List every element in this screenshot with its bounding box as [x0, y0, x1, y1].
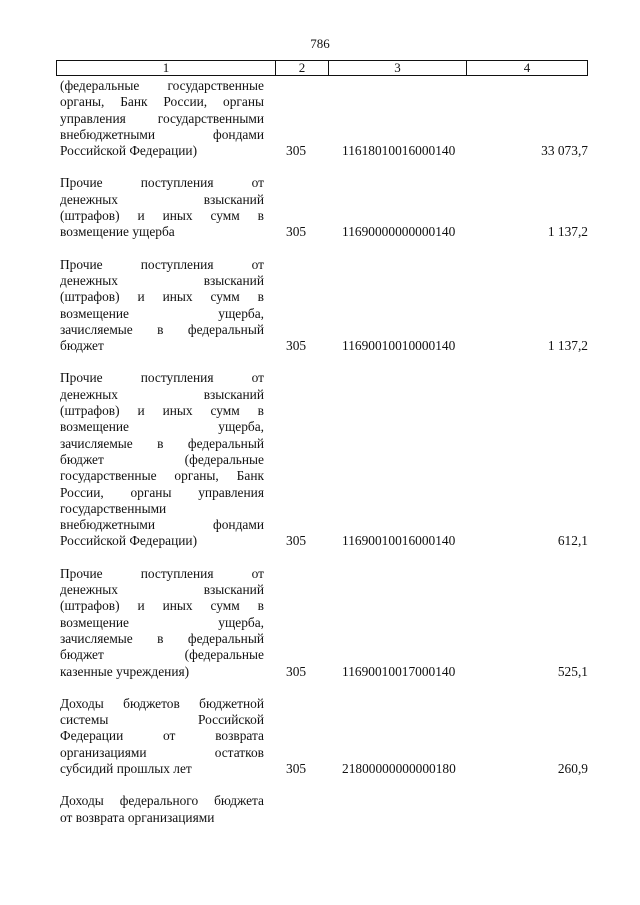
table-row [60, 175, 588, 240]
row-kbk: 11690000000000140 [342, 224, 456, 240]
row-amount: 33 073,7 [541, 143, 588, 159]
row-code: 305 [286, 760, 307, 776]
row-name-line: зачисляемые в федеральный [60, 321, 264, 337]
row-name-line: казенные учреждения) [60, 663, 190, 679]
row-name-line: системы Российской [60, 712, 264, 728]
row-name-line: организациями остатков [60, 744, 264, 760]
row-name-line: управления государственными [60, 110, 264, 126]
row-name [60, 696, 264, 777]
row-name-line: внебюджетными фондами [60, 517, 264, 533]
row-kbk: 11690010010000140 [342, 338, 456, 354]
row-amount: 1 137,2 [547, 224, 588, 240]
table-body [60, 78, 588, 826]
row-name-line: денежных взысканий [60, 386, 264, 402]
row-name-line: бюджет (федеральные [60, 451, 264, 467]
table-row [60, 370, 588, 549]
row-name-line: возмещение ущерба, [60, 419, 264, 435]
row-name [60, 78, 264, 159]
row-name-line: государственные органы, Банк [60, 468, 264, 484]
table-header [56, 60, 588, 76]
header-col-4: 4 [523, 60, 531, 75]
row-kbk: 11690010017000140 [342, 663, 456, 679]
row-code: 305 [286, 143, 307, 159]
row-name-line: зачисляемые в федеральный [60, 435, 264, 451]
row-code: 305 [286, 533, 307, 549]
row-name-line: зачисляемые в федеральный [60, 630, 264, 646]
row-name-line: Федерации от возврата [60, 728, 264, 744]
header-col-1: 1 [57, 61, 276, 75]
row-name-line: (штрафов) и иных сумм в [60, 403, 264, 419]
row-name-line: Прочие поступления от [60, 175, 264, 191]
row-amount: 612,1 [557, 533, 588, 549]
row-name-line: возмещение ущерба, [60, 614, 264, 630]
row-name-line: внебюджетными фондами [60, 126, 264, 142]
row-name-line: Доходы федерального бюджета [60, 793, 264, 809]
row-name [60, 370, 264, 549]
row-name-line: возмещение ущерба [60, 224, 175, 240]
row-name-line: (штрафов) и иных сумм в [60, 598, 264, 614]
row-name [60, 793, 264, 826]
row-name-line: денежных взысканий [60, 582, 264, 598]
row-kbk: 11618010016000140 [342, 143, 456, 159]
row-name-line: Прочие поступления от [60, 565, 264, 581]
row-code: 305 [286, 663, 307, 679]
row-name [60, 566, 264, 680]
row-name-line: Прочие поступления от [60, 370, 264, 386]
row-name-line: субсидий прошлых лет [60, 760, 192, 776]
table-row [60, 566, 588, 680]
row-name [60, 257, 264, 355]
table-row [60, 696, 588, 777]
row-kbk: 11690010016000140 [342, 533, 456, 549]
row-name-line: Российской Федерации) [60, 143, 198, 159]
table-row [60, 257, 588, 355]
row-code: 305 [286, 224, 307, 240]
row-name-line: органы, Банк России, органы [60, 94, 264, 110]
row-amount: 260,9 [557, 760, 588, 776]
row-kbk: 21800000000000180 [342, 760, 456, 776]
table-row [60, 793, 588, 826]
row-name-line: от возврата организациями [60, 809, 215, 825]
row-code: 305 [286, 338, 307, 354]
header-col-2: 2 [276, 61, 329, 75]
row-name-line: Российской Федерации) [60, 533, 198, 549]
row-name-line: Прочие поступления от [60, 256, 264, 272]
row-name-line: (штрафов) и иных сумм в [60, 208, 264, 224]
row-name-line: денежных взысканий [60, 191, 264, 207]
table-row [60, 78, 588, 159]
row-name-line: бюджет [60, 338, 104, 354]
row-name-line: Доходы бюджетов бюджетной [60, 695, 264, 711]
page-number: 786 [310, 36, 330, 51]
row-name-line: (федеральные государственные [60, 78, 264, 93]
header-col-3: 3 [329, 61, 467, 75]
row-name [60, 175, 264, 240]
row-name-line: (штрафов) и иных сумм в [60, 289, 264, 305]
row-name-line: государственными [60, 500, 167, 516]
row-amount: 1 137,2 [547, 338, 588, 354]
row-amount: 525,1 [557, 663, 588, 679]
row-name-line: бюджет (федеральные [60, 647, 264, 663]
row-name-line: денежных взысканий [60, 272, 264, 288]
row-name-line: России, органы управления [60, 484, 264, 500]
row-name-line: возмещение ущерба, [60, 305, 264, 321]
